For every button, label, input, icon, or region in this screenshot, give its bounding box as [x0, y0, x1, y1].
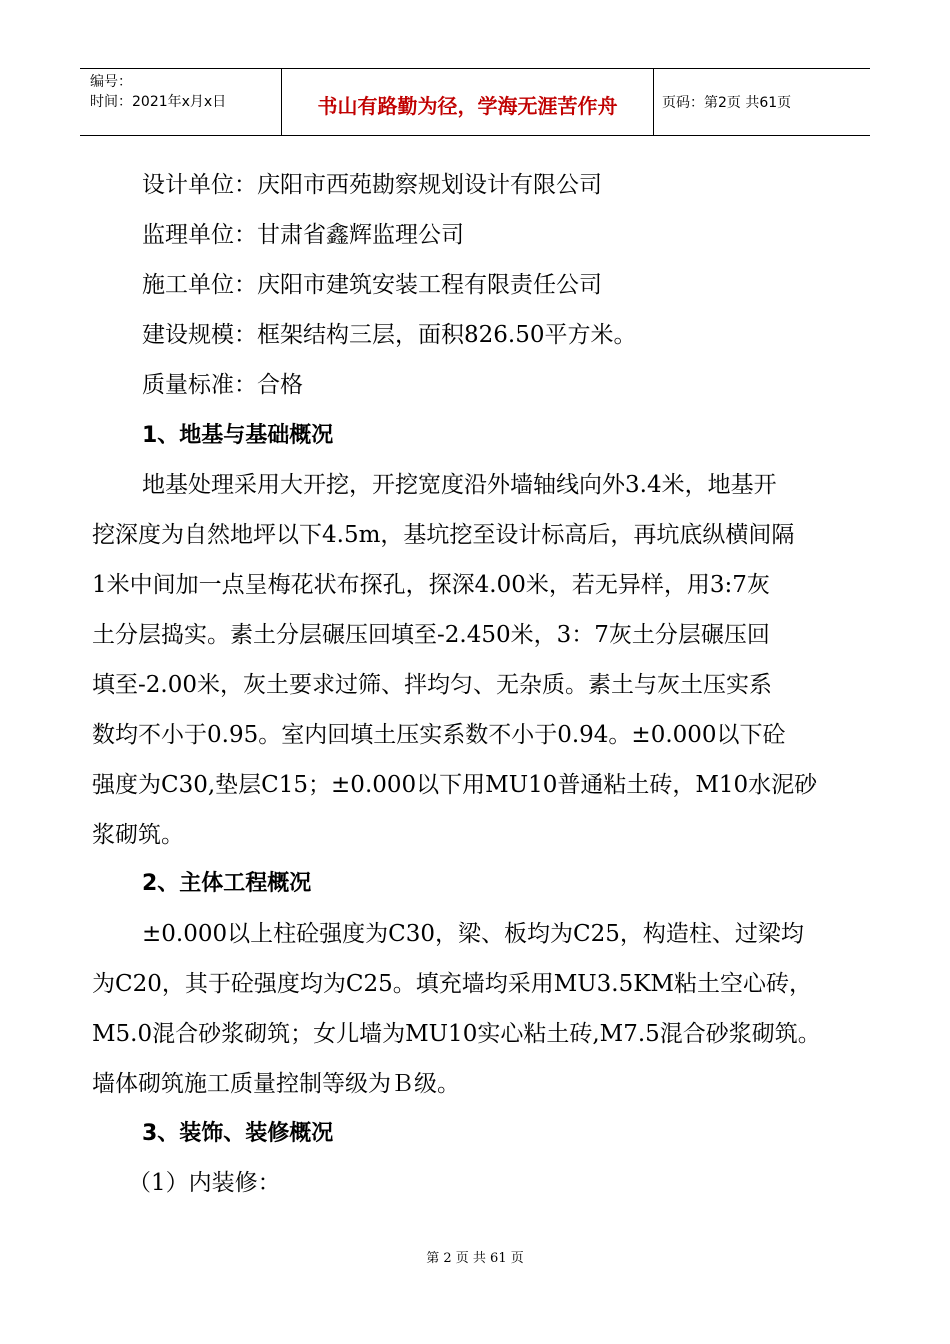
- info-design-unit: 设计单位：庆阳市西苑勘察规划设计有限公司: [142, 172, 602, 198]
- section1-line: 填至-2.00米，灰土要求过筛、拌均匀、无杂质。素土与灰土压实系: [92, 672, 772, 698]
- header-left-cell: [80, 69, 282, 135]
- header-motto: 书山有路勤为径，学海无涯苦作舟: [282, 69, 654, 135]
- page-header: [80, 68, 870, 136]
- section1-line: 地基处理采用大开挖，开挖宽度沿外墙轴线向外3.4米，地基开: [142, 472, 777, 498]
- section2-line: ±0.000以上柱砼强度为C30，梁、板均为C25，构造柱、过梁均: [142, 921, 804, 947]
- section2-heading: 2、主体工程概况: [142, 871, 312, 896]
- section2-line: 为C20，其于砼强度均为C25。填充墙均采用MU3.5KM粘土空心砖，: [92, 971, 812, 997]
- section1-line: 土分层捣实。素土分层碾压回填至-2.450米，3：7灰土分层碾压回: [92, 622, 770, 648]
- header-page-info: 页码：第2页 共61页: [662, 95, 792, 111]
- info-supervision-unit: 监理单位：甘肃省鑫辉监理公司: [142, 222, 464, 248]
- section1-heading: 1、地基与基础概况: [142, 423, 334, 448]
- page-footer: 第 2 页 共 61 页: [426, 1251, 524, 1266]
- info-scale: 建设规模：框架结构三层，面积826.50平方米。: [142, 322, 637, 348]
- section1-line: 1米中间加一点呈梅花状布探孔，探深4.00米，若无异样，用3:7灰: [92, 572, 770, 598]
- section2-line: 墙体砌筑施工质量控制等级为Ｂ级。: [92, 1071, 460, 1097]
- info-construction-unit: 施工单位：庆阳市建筑安装工程有限责任公司: [142, 272, 602, 298]
- section1-line: 浆砌筑。: [92, 822, 184, 848]
- section1-line: 挖深度为自然地坪以下4.5m，基坑挖至设计标高后，再坑底纵横间隔: [92, 522, 795, 548]
- section1-line: 数均不小于0.95。室内回填土压实系数不小于0.94。±0.000以下砼: [92, 722, 786, 748]
- info-quality-standard: 质量标准：合格: [142, 372, 303, 398]
- section3-heading: 3、装饰、装修概况: [142, 1121, 334, 1146]
- section1-line: 强度为C30,垫层C15；±0.000以下用MU10普通粘土砖，M10水泥砂: [92, 772, 818, 798]
- section2-line: M5.0混合砂浆砌筑；女儿墙为MU10实心粘土砖,M7.5混合砂浆砌筑。: [92, 1021, 821, 1047]
- header-code-label: 编号：: [90, 74, 132, 90]
- header-time-label: 时间：2021年x月x日: [90, 94, 227, 110]
- section3-sub-heading: （1）内装修：: [128, 1170, 281, 1196]
